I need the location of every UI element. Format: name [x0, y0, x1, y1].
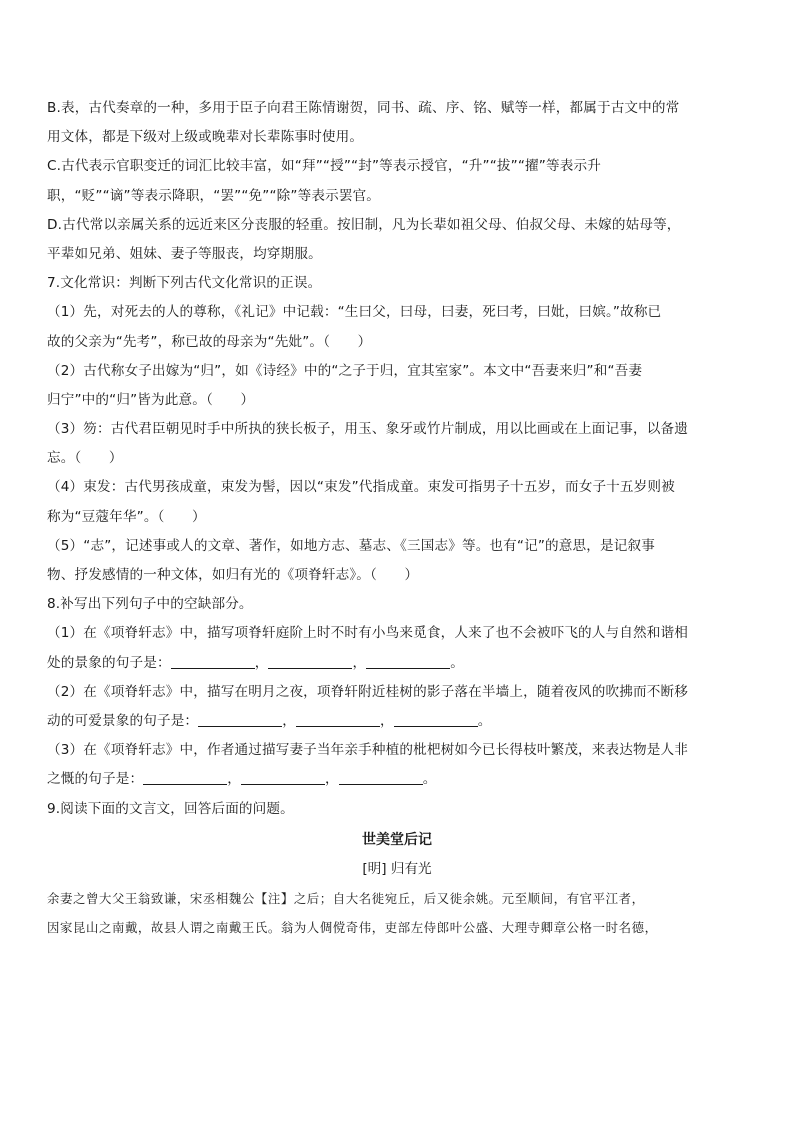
option-b-line-1: B.表，古代奏章的一种，多用于臣子向君王陈情谢贺，同书、疏、序、铭、赋等一样，都属于古文中的常: [47, 100, 680, 116]
q7-item-2-line-2: 归宁”中的“归”皆为此意。（ ）: [47, 391, 255, 408]
option-c-line-2: 职，“贬”“谪”等表示降职，“罢”“免”“除”等表示罢官。: [47, 187, 381, 204]
q7-item-4-line-2: 称为“豆蔻年华”。（ ）: [47, 508, 206, 525]
answer-blank[interactable]: [394, 712, 478, 727]
q7-item-3-line-1: （3）笏：古代君臣朝见时手中所执的狭长板子，用玉、象牙或竹片制成，用以比画或在上面记事，以备遗: [47, 421, 689, 438]
q7-item-2-line-1: （2）古代称女子出嫁为“归”，如《诗经》中的“之子于归，宜其室家”。本文中“吾妻来归”和“吾妻: [47, 362, 643, 379]
comma: ，: [227, 771, 241, 788]
period: 。: [477, 712, 492, 729]
classical-text-line-1: 余妻之曾大父王翁致谦，宋丞相魏公【注】之后；自大名徙宛丘，后又徙余姚。元至顺间，有官平江者，: [47, 891, 645, 907]
q8-item-1-line-1: （1）在《项脊轩志》中，描写项脊轩庭阶上时不时有小鸟来觅食，人来了也不会被吓飞的人与自然和谐相: [47, 625, 689, 642]
period: 。: [422, 771, 437, 788]
answer-blank[interactable]: [339, 770, 423, 785]
comma: ，: [282, 712, 296, 729]
article-author: [明] 归有光: [362, 860, 432, 877]
comma: ，: [254, 654, 269, 671]
document-page: [47, 94, 747, 942]
q8-item-2-line-1: （2）在《项脊轩志》中，描写在明月之夜，项脊轩附近桂树的影子落在半墙上，随着夜风的吹拂而不断移: [47, 683, 689, 700]
article-title: 世美堂后记: [362, 831, 432, 848]
q7-item-1-line-2: 故的父亲为“先考”，称已故的母亲为“先妣”。（ ）: [47, 333, 372, 350]
q7-item-1-line-1: （1）先，对死去的人的尊称，《礼记》中记载：“生曰父，曰母，曰妻，死曰考，曰妣，曰嫔。”故称已: [47, 304, 662, 321]
question-9-heading: 9.阅读下面的文言文，回答后面的问题。: [47, 800, 294, 817]
option-d-line-2: 平辈如兄弟、姐妹、妻子等服丧，均穿期服。: [47, 245, 322, 262]
period: 。: [450, 654, 464, 671]
q8-item-3-prompt: 之慨的句子是：: [47, 771, 144, 788]
q8-item-3-line-2: [47, 765, 747, 794]
classical-text-line-2: 因家昆山之南戴，故县人谓之南戴王氏。翁为人倜傥奇伟，吏部左侍郎叶公盛、大理寺卿章公格一时名德，: [47, 920, 658, 936]
option-b-line-2: 用文体，都是下级对上级或晚辈对长辈陈事时使用。: [47, 129, 364, 146]
answer-blank[interactable]: [268, 654, 352, 669]
option-d-line-1: D.古代常以亲属关系的远近来区分丧服的轻重。按旧制，凡为长辈如祖父母、伯叔父母、未嫁的姑母等，: [47, 216, 681, 233]
option-c-line-1: C.古代表示官职变迁的词汇比较丰富，如“拜”“授”“封”等表示授官，“升”“拔”“擢”等表示升: [47, 158, 601, 175]
answer-blank[interactable]: [171, 654, 255, 669]
q8-item-1-line-2: [47, 649, 747, 678]
answer-blank[interactable]: [296, 712, 380, 727]
q7-item-5-line-1: （5）“志”，记述事或人的文章、著作，如地方志、墓志、《三国志》等。也有“记”的意思，是记叙事: [47, 537, 656, 554]
answer-blank[interactable]: [366, 654, 450, 669]
answer-blank[interactable]: [198, 712, 282, 727]
q8-item-2-prompt: 动的可爱景象的句子是：: [47, 712, 199, 729]
answer-blank[interactable]: [241, 770, 325, 785]
q8-item-1-prompt: 处的景象的句子是：: [47, 654, 171, 671]
answer-blank[interactable]: [143, 770, 227, 785]
q7-item-4-line-1: （4）束发：古代男孩成童，束发为髻，因以“束发”代指成童。束发可指男子十五岁，而女子十五岁则被: [47, 479, 675, 496]
comma: ，: [352, 654, 367, 671]
q7-item-5-line-2: 物、抒发感情的一种文体，如归有光的《项脊轩志》。（ ）: [47, 567, 419, 583]
question-7-heading: 7.文化常识：判断下列古代文化常识的正误。: [47, 275, 322, 292]
q8-item-2-line-2: [47, 707, 747, 736]
question-8-heading: 8.补写出下列句子中的空缺部分。: [47, 596, 253, 613]
comma: ，: [324, 771, 339, 788]
comma: ，: [379, 712, 394, 729]
q7-item-3-line-2: 忘。（ ）: [47, 450, 123, 467]
q8-item-3-line-1: （3）在《项脊轩志》中，作者通过描写妻子当年亲手种植的枇杷树如今已长得枝叶繁茂，来表达物是人非: [47, 742, 689, 759]
